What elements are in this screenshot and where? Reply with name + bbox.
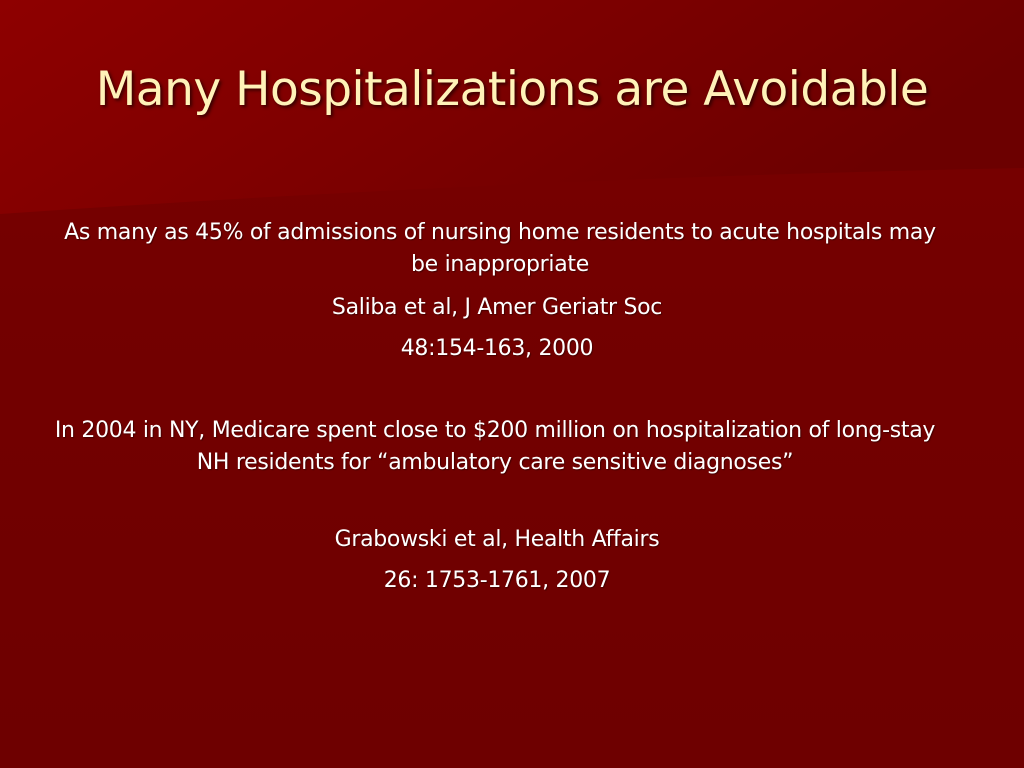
citation-saliba-volume: 48:154-163, 2000 bbox=[400, 336, 594, 361]
citation-saliba-source: Saliba et al, J Amer Geriatr Soc bbox=[331, 295, 663, 320]
citation-grabowski-volume: 26: 1753-1761, 2007 bbox=[383, 568, 611, 593]
citation-grabowski-source: Grabowski et al, Health Affairs bbox=[334, 527, 660, 552]
slide-title: Many Hospitalizations are Avoidable bbox=[95, 62, 929, 117]
statement-admissions: As many as 45% of admissions of nursing home residents to acute hospitals may be inappropriate bbox=[64, 220, 936, 277]
statement-medicare-spending: In 2004 in NY, Medicare spent close to $200 million on hospitalization of long-stay NH residents for “ambulatory care sensitive diagnoses” bbox=[54, 418, 936, 475]
